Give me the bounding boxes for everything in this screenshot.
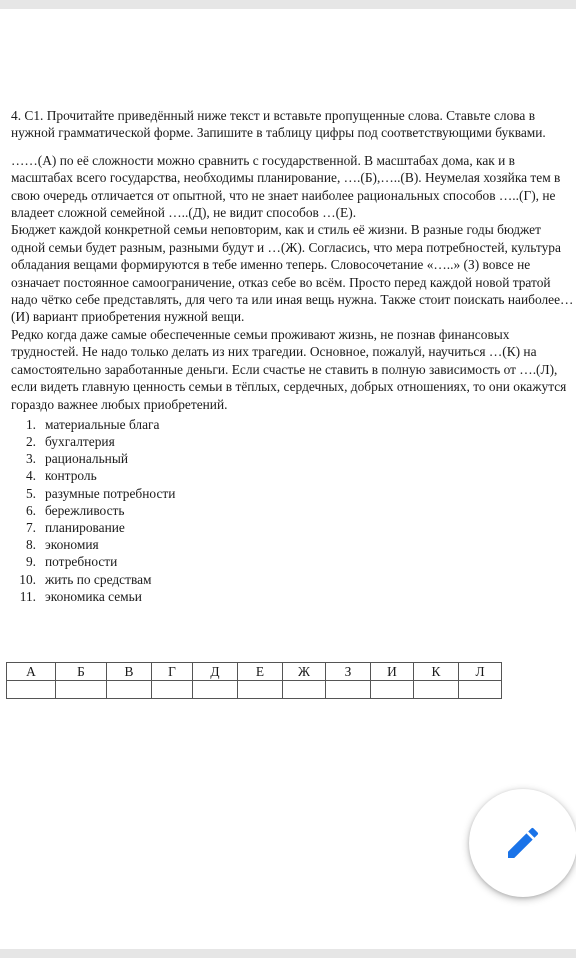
option-number: 10. — [19, 571, 36, 587]
list-item — [11, 536, 576, 553]
options-list — [11, 416, 576, 605]
option-number: 4. — [25, 468, 36, 484]
answer-letter-cell: Б — [56, 663, 107, 681]
option-text: бухгалтерия — [45, 434, 115, 450]
answer-table — [6, 662, 502, 699]
option-text: планирование — [45, 520, 125, 536]
top-status-strip — [0, 0, 576, 9]
list-item — [11, 519, 576, 536]
option-text: рациональный — [45, 451, 129, 467]
bottom-status-strip — [0, 949, 576, 958]
option-number: 1. — [25, 416, 36, 432]
answer-cell — [107, 681, 152, 699]
answer-letter-cell: А — [7, 663, 56, 681]
option-text: экономика семьи — [45, 588, 142, 604]
answer-cell — [238, 681, 283, 699]
answer-letter-cell: З — [326, 663, 371, 681]
list-item — [11, 553, 576, 570]
list-item — [11, 416, 576, 433]
option-number: 6. — [25, 502, 36, 518]
option-number: 5. — [25, 485, 36, 501]
option-number: 11. — [19, 588, 36, 604]
answer-cell — [193, 681, 238, 699]
option-text: материальные блага — [45, 416, 160, 432]
answer-letter-cell: В — [107, 663, 152, 681]
option-text: экономия — [45, 537, 99, 553]
option-text: жить по средствам — [45, 571, 152, 587]
answer-cell — [459, 681, 502, 699]
list-item — [11, 588, 576, 605]
option-text: разумные потребности — [45, 485, 176, 501]
list-item — [11, 502, 576, 519]
option-number: 3. — [25, 451, 36, 467]
answer-cell — [56, 681, 107, 699]
answer-letter-cell: Л — [459, 663, 502, 681]
option-number: 7. — [25, 520, 36, 536]
list-item — [11, 485, 576, 502]
answer-table-header-row — [7, 663, 502, 681]
answer-cell — [7, 681, 56, 699]
answer-cell — [371, 681, 414, 699]
answer-letter-cell: И — [371, 663, 414, 681]
list-item — [11, 467, 576, 484]
option-text: бережливость — [45, 502, 125, 518]
text-paragraph-3: Редко когда даже самые обеспеченные семьи проживают жизнь, не познав финансовых трудностей. Не надо только делать из них трагедии. Основное, пожалуй, научиться …(К) на самостоятельно заработанные деньги. Если счастье не ставить в полную зависимость от ….(Л), если видеть главную ценность семьи в тёплых, сердечных, добрых отношениях, то они окажутся гораздо важнее любых приобретений. — [11, 326, 567, 412]
answer-letter-cell: Д — [193, 663, 238, 681]
document-content — [11, 107, 576, 605]
option-number: 9. — [25, 554, 36, 570]
list-item — [11, 433, 576, 450]
text-paragraph-2: Бюджет каждой конкретной семьи неповторим, как и стиль её жизни. В разные годы бюджет одной семьи будет разным, разными будут и …(Ж). Согласись, что мера потребностей, культура обладания вещами формируются в тебе именно теперь. Словосочетание «…..» (З) вовсе не означает постоянное самоограничение, отказ себе во всём. Просто перед каждой новой тратой надо чётко себе представлять, для чего та или иная вещь нужна. Также стоит поискать наиболее…(И) вариант приобретения нужной вещи. — [11, 222, 574, 325]
option-number: 8. — [25, 537, 36, 553]
option-text: потребности — [45, 554, 118, 570]
list-item — [11, 571, 576, 588]
answer-letter-cell: К — [414, 663, 459, 681]
answer-table-answer-row — [7, 681, 502, 699]
answer-letter-cell: Е — [238, 663, 283, 681]
answer-letter-cell: Ж — [283, 663, 326, 681]
edit-fab-button[interactable] — [469, 789, 576, 897]
pencil-icon — [503, 823, 543, 863]
option-text: контроль — [45, 468, 97, 484]
task-header: 4. С1. Прочитайте приведённый ниже текст и вставьте пропущенные слова. Ставьте слова в нужной грамматической форме. Запишите в таблицу цифры под соответствующими буквами. — [11, 108, 546, 141]
answer-cell — [414, 681, 459, 699]
option-number: 2. — [25, 434, 36, 450]
list-item — [11, 450, 576, 467]
answer-letter-cell: Г — [152, 663, 193, 681]
answer-cell — [152, 681, 193, 699]
answer-cell — [326, 681, 371, 699]
text-paragraph-1: ……(А) по её сложности можно сравнить с государственной. В масштабах дома, как и в масштабах всего государства, необходимы планирование, ….(Б),…..(В). Неумелая хозяйка тем в свою очередь отличается от опытной, что не знает наиболее рациональных способов …..(Г), не владеет сложной семейной …..(Д), не видит способов …(Е). — [11, 152, 561, 221]
answer-cell — [283, 681, 326, 699]
